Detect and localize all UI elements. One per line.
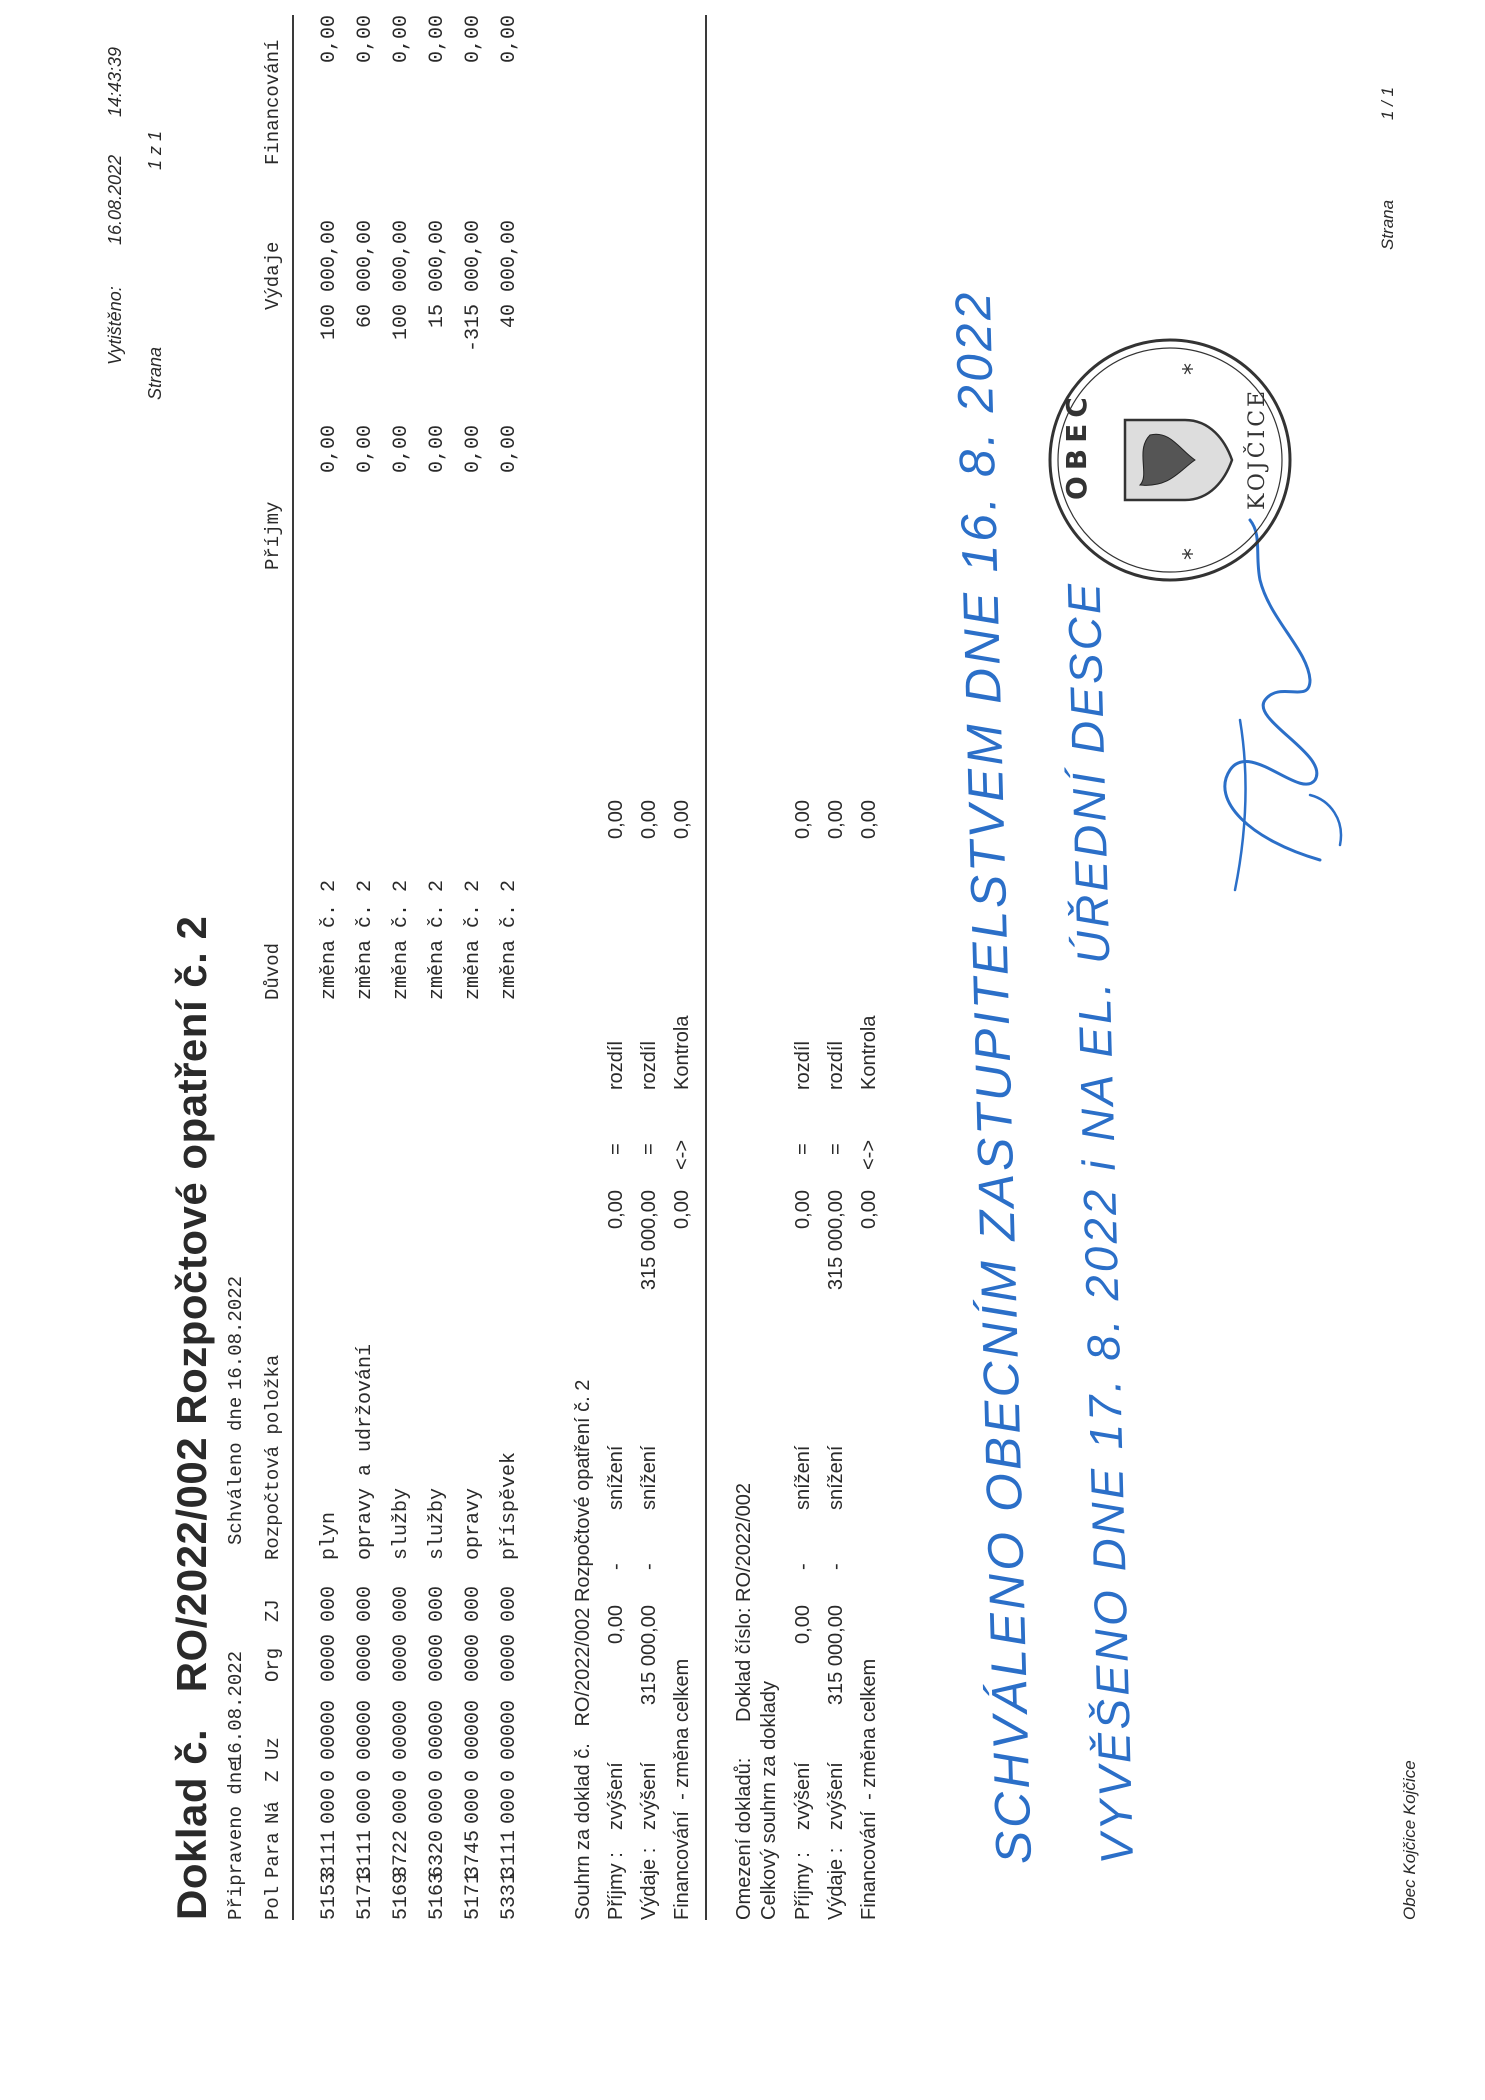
cell-vydaje: 40 000,00 bbox=[498, 220, 521, 329]
cell-duvod: změna č. 2 bbox=[426, 879, 449, 1000]
summary-diff-value: 0,00 bbox=[825, 800, 847, 839]
prepared-label: Připraveno dne bbox=[225, 1760, 247, 1920]
cell-z: 0 bbox=[462, 1769, 485, 1782]
summary-row-label: Příjmy : bbox=[605, 1852, 627, 1920]
cell-uz: 00000 bbox=[426, 1699, 449, 1760]
stamp-top-text: OBEC bbox=[1060, 391, 1093, 500]
cell-uz: 00000 bbox=[354, 1699, 377, 1760]
summary-row-label: Výdaje : bbox=[638, 1847, 660, 1920]
cell-na: 000 bbox=[390, 1787, 413, 1824]
cell-para: 6320 bbox=[426, 1829, 449, 1878]
summary-doc-heading: Souhrn za doklad č. RO/2022/002 Rozpočtové opatření č. 2 bbox=[572, 1379, 594, 1920]
cell-na: 000 bbox=[462, 1787, 485, 1824]
cell-para: 3111 bbox=[498, 1829, 521, 1878]
summary-dec-value: 315 000,00 bbox=[638, 1190, 660, 1291]
approved-date: 16.08.2022 bbox=[225, 1275, 247, 1390]
summary-kontrola-label: Kontrola bbox=[671, 1015, 693, 1090]
cell-na: 000 bbox=[498, 1787, 521, 1824]
footer-page-value: 1 / 1 bbox=[1378, 86, 1397, 120]
summary-kontrola-value: 0,00 bbox=[858, 800, 880, 839]
col-polozka: Rozpočtová položka bbox=[262, 1354, 284, 1560]
cell-na: 000 bbox=[354, 1787, 377, 1824]
summary-diff-label: rozdíl bbox=[825, 1041, 847, 1090]
cell-duvod: změna č. 2 bbox=[354, 879, 377, 1000]
footer-page-label: Strana bbox=[1378, 199, 1397, 250]
summary-fin-label: Financování - změna celkem bbox=[671, 1658, 693, 1920]
cell-na: 000 bbox=[426, 1787, 449, 1824]
summary-fin-label: Financování - změna celkem bbox=[858, 1658, 880, 1920]
summary-equals: = bbox=[605, 1143, 627, 1155]
cell-org: 0000 000 bbox=[498, 1585, 521, 1682]
cell-financovani: 0,00 bbox=[498, 15, 521, 64]
cell-prijmy: 0,00 bbox=[426, 425, 449, 474]
cell-polozka: opravy a udržování bbox=[354, 1343, 377, 1560]
col-vydaje: Výdaje bbox=[262, 241, 284, 310]
col-uz: Uz bbox=[262, 1737, 284, 1760]
approved-label: Schváleno dne bbox=[225, 1396, 247, 1545]
summary-inc-label: zvýšení bbox=[605, 1762, 627, 1830]
cell-vydaje: 100 000,00 bbox=[390, 220, 413, 341]
summary-dec-label: snížení bbox=[638, 1445, 660, 1510]
cell-z: 0 bbox=[426, 1769, 449, 1782]
summary-dec-label: snížení bbox=[825, 1445, 847, 1510]
summary-row-label: Příjmy : bbox=[792, 1852, 814, 1920]
cell-polozka: opravy bbox=[462, 1487, 485, 1560]
cell-uz: 00000 bbox=[462, 1699, 485, 1760]
cell-polozka: příspěvek bbox=[498, 1451, 521, 1560]
cell-uz: 00000 bbox=[498, 1699, 521, 1760]
summary-minus: - bbox=[825, 1563, 847, 1570]
cell-pol: 5153 bbox=[318, 1871, 341, 1920]
cell-org: 0000 000 bbox=[462, 1585, 485, 1682]
svg-text:*: * bbox=[1178, 548, 1206, 560]
cell-polozka: služby bbox=[426, 1487, 449, 1560]
cell-duvod: změna č. 2 bbox=[462, 879, 485, 1000]
page-label: Strana bbox=[145, 346, 165, 400]
summary-inc-value: 0,00 bbox=[792, 1605, 814, 1644]
summary-inc-label: zvýšení bbox=[792, 1762, 814, 1830]
summary-diff-value: 0,00 bbox=[792, 800, 814, 839]
summary-equals: = bbox=[792, 1143, 814, 1155]
summary-diff-value: 0,00 bbox=[605, 800, 627, 839]
cell-vydaje: 60 000,00 bbox=[354, 220, 377, 329]
printed-label: Vytištěno: bbox=[105, 286, 125, 365]
cell-vydaje: 100 000,00 bbox=[318, 220, 341, 341]
summary-minus: - bbox=[605, 1563, 627, 1570]
table-bottom-rule bbox=[705, 15, 707, 1920]
footer-left: Obec Kojčice Kojčice bbox=[1400, 1760, 1419, 1920]
cell-financovani: 0,00 bbox=[318, 15, 341, 64]
cell-duvod: změna č. 2 bbox=[390, 879, 413, 1000]
cell-z: 0 bbox=[354, 1769, 377, 1782]
summary-diff-label: rozdíl bbox=[638, 1041, 660, 1090]
cell-pol: 5171 bbox=[354, 1871, 377, 1920]
summary-diff-value: 0,00 bbox=[638, 800, 660, 839]
handwritten-posted-line: VYVĚŠENO DNE 17. 8. 2022 i NA EL. ÚŘEDNÍ DESCE bbox=[1057, 579, 1143, 1865]
summary-fin-op: <-> bbox=[671, 1139, 693, 1170]
cell-vydaje: -315 000,00 bbox=[462, 220, 485, 353]
page-title: Doklad č. RO/2022/002 Rozpočtové opatření č. 2 bbox=[168, 915, 215, 1920]
cell-z: 0 bbox=[498, 1769, 521, 1782]
cell-pol: 5163 bbox=[426, 1871, 449, 1920]
stamp-bottom-text: KOJČICE bbox=[1245, 387, 1270, 510]
summary-dec-value: 0,00 bbox=[792, 1190, 814, 1229]
cell-financovani: 0,00 bbox=[354, 15, 377, 64]
cell-prijmy: 0,00 bbox=[390, 425, 413, 474]
col-org: Org bbox=[262, 1647, 284, 1682]
cell-z: 0 bbox=[318, 1769, 341, 1782]
cell-org: 0000 000 bbox=[390, 1585, 413, 1682]
cell-prijmy: 0,00 bbox=[462, 425, 485, 474]
cell-financovani: 0,00 bbox=[426, 15, 449, 64]
cell-para: 3745 bbox=[462, 1829, 485, 1878]
cell-para: 3722 bbox=[390, 1829, 413, 1878]
summary-dec-label: snížení bbox=[605, 1445, 627, 1510]
cell-duvod: změna č. 2 bbox=[318, 879, 341, 1000]
summary-kontrola-value: 0,00 bbox=[671, 800, 693, 839]
cell-para: 3111 bbox=[318, 1829, 341, 1878]
prepared-date: 16.08.2022 bbox=[225, 1650, 247, 1765]
cell-financovani: 0,00 bbox=[462, 15, 485, 64]
summary-row-label: Výdaje : bbox=[825, 1847, 847, 1920]
cell-duvod: změna č. 2 bbox=[498, 879, 521, 1000]
summary-total-heading: Celkový souhrn za doklady bbox=[758, 1680, 780, 1920]
summary-dec-label: snížení bbox=[792, 1445, 814, 1510]
summary-fin-value: 0,00 bbox=[671, 1190, 693, 1229]
handwritten-approval-line: SCHVÁLENO OBECNÍM ZASTUPITELSTVEM DNE 16. 8. 2022 bbox=[944, 288, 1042, 1865]
cell-org: 0000 000 bbox=[426, 1585, 449, 1682]
summary-inc-label: zvýšení bbox=[825, 1762, 847, 1830]
cell-polozka: služby bbox=[390, 1487, 413, 1560]
cell-org: 0000 000 bbox=[318, 1585, 341, 1682]
cell-prijmy: 0,00 bbox=[318, 425, 341, 474]
summary-inc-value: 315 000,00 bbox=[638, 1605, 660, 1706]
summary-minus: - bbox=[638, 1563, 660, 1570]
page-value: 1 z 1 bbox=[145, 130, 165, 170]
cell-para: 3111 bbox=[354, 1829, 377, 1878]
summary-diff-label: rozdíl bbox=[605, 1041, 627, 1090]
summary-fin-value: 0,00 bbox=[858, 1190, 880, 1229]
limit-value: Doklad číslo: RO/2022/002 bbox=[733, 1482, 755, 1722]
col-zj: ZJ bbox=[262, 1599, 284, 1622]
summary-fin-op: <-> bbox=[858, 1139, 880, 1170]
cell-pol: 5331 bbox=[498, 1871, 521, 1920]
summary-inc-value: 0,00 bbox=[605, 1605, 627, 1644]
col-pol: Pol bbox=[262, 1885, 284, 1920]
cell-na: 000 bbox=[318, 1787, 341, 1824]
summary-dec-value: 0,00 bbox=[605, 1190, 627, 1229]
cell-z: 0 bbox=[390, 1769, 413, 1782]
col-z: Z bbox=[262, 1770, 284, 1782]
summary-inc-value: 315 000,00 bbox=[825, 1605, 847, 1706]
col-duvod: Důvod bbox=[262, 942, 284, 1000]
printed-date: 16.08.2022 bbox=[105, 154, 125, 245]
header-rule bbox=[292, 15, 294, 1920]
summary-dec-value: 315 000,00 bbox=[825, 1190, 847, 1291]
summary-diff-label: rozdíl bbox=[792, 1041, 814, 1090]
cell-pol: 5171 bbox=[462, 1871, 485, 1920]
cell-uz: 00000 bbox=[390, 1699, 413, 1760]
col-na: Ná bbox=[262, 1801, 284, 1824]
cell-prijmy: 0,00 bbox=[498, 425, 521, 474]
summary-inc-label: zvýšení bbox=[638, 1762, 660, 1830]
summary-minus: - bbox=[792, 1563, 814, 1570]
cell-pol: 5169 bbox=[390, 1871, 413, 1920]
cell-uz: 00000 bbox=[318, 1699, 341, 1760]
summary-kontrola-label: Kontrola bbox=[858, 1015, 880, 1090]
col-para: Para bbox=[262, 1832, 284, 1878]
col-financovani: Financování bbox=[262, 39, 284, 165]
cell-prijmy: 0,00 bbox=[354, 425, 377, 474]
summary-equals: = bbox=[638, 1143, 660, 1155]
printed-time: 14:43:39 bbox=[105, 46, 125, 117]
summary-equals: = bbox=[825, 1143, 847, 1155]
cell-polozka: plyn bbox=[318, 1511, 341, 1560]
col-prijmy: Příjmy bbox=[262, 501, 284, 570]
limit-label: Omezení dokladů: bbox=[733, 1757, 755, 1920]
svg-text:*: * bbox=[1178, 363, 1206, 375]
cell-vydaje: 15 000,00 bbox=[426, 220, 449, 329]
cell-financovani: 0,00 bbox=[390, 15, 413, 64]
cell-org: 0000 000 bbox=[354, 1585, 377, 1682]
